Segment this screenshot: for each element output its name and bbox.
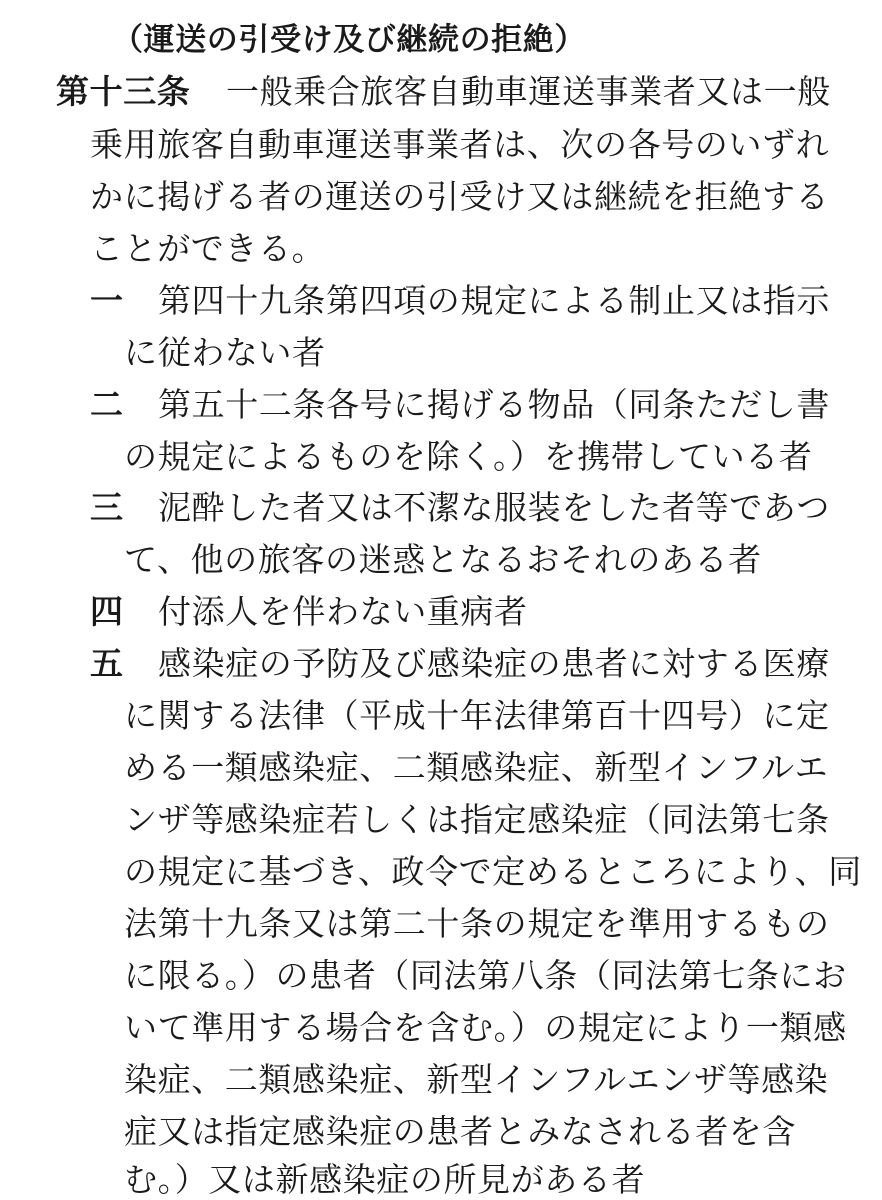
item-text-line: ンザ等感染症若しくは指定感染症（同法第七条 (124, 800, 830, 839)
item-text-line: 付添人を伴わない重病者 (158, 592, 528, 631)
item-text-line: 症又は指定感染症の患者とみなされる者を含 (124, 1112, 796, 1151)
item-text-line: の規定に基づき、政令で定めるところにより、同 (124, 852, 862, 891)
item-text-line: 染症、二類感染症、新型インフルエンザ等感染 (124, 1060, 829, 1099)
item-text-line: に従わない者 (124, 333, 326, 372)
article-text-line: ことができる。 (90, 229, 326, 268)
item-text-line: 感染症の予防及び感染症の患者に対する医療 (158, 644, 830, 683)
item-number: 二 (90, 385, 124, 424)
article-caption: （運送の引受け及び継続の拒絶） (112, 22, 586, 58)
item-text-line: める一類感染症、二類感染症、新型インフルエ (124, 748, 829, 787)
article-text-line: かに掲げる者の運送の引受け又は継続を拒絶する (90, 177, 830, 216)
item-text-line: む。）又は新感染症の所見がある者 (124, 1160, 646, 1199)
article-number: 第十三条 (56, 72, 191, 111)
item-text-line: て、他の旅客の迷惑となるおそれのある者 (124, 540, 762, 579)
item-text-line: に関する法律（平成十年法律第百十四号）に定 (124, 696, 830, 735)
article-text-line: 乗用旅客自動車運送事業者は、次の各号のいずれ (90, 125, 830, 164)
item-number: 五 (90, 644, 124, 683)
item-text-line: 法第十九条又は第二十条の規定を準用するもの (124, 904, 830, 943)
item-number: 一 (90, 281, 124, 320)
item-text-line: 泥酔した者又は不潔な服装をした者等であつ (158, 488, 830, 527)
article-text-line: 一般乗合旅客自動車運送事業者又は一般 (226, 72, 831, 111)
item-text-line: に限る。）の患者（同法第八条（同法第七条にお (124, 956, 847, 995)
item-number: 三 (90, 488, 124, 527)
item-text-line: いて準用する場合を含む。）の規定により一類感 (124, 1008, 847, 1047)
item-number: 四 (90, 592, 124, 631)
item-text-line: の規定によるものを除く。）を携帯している者 (124, 437, 813, 476)
item-text-line: 第五十二条各号に掲げる物品（同条ただし書 (158, 385, 830, 424)
item-text-line: 第四十九条第四項の規定による制止又は指示 (158, 281, 830, 320)
